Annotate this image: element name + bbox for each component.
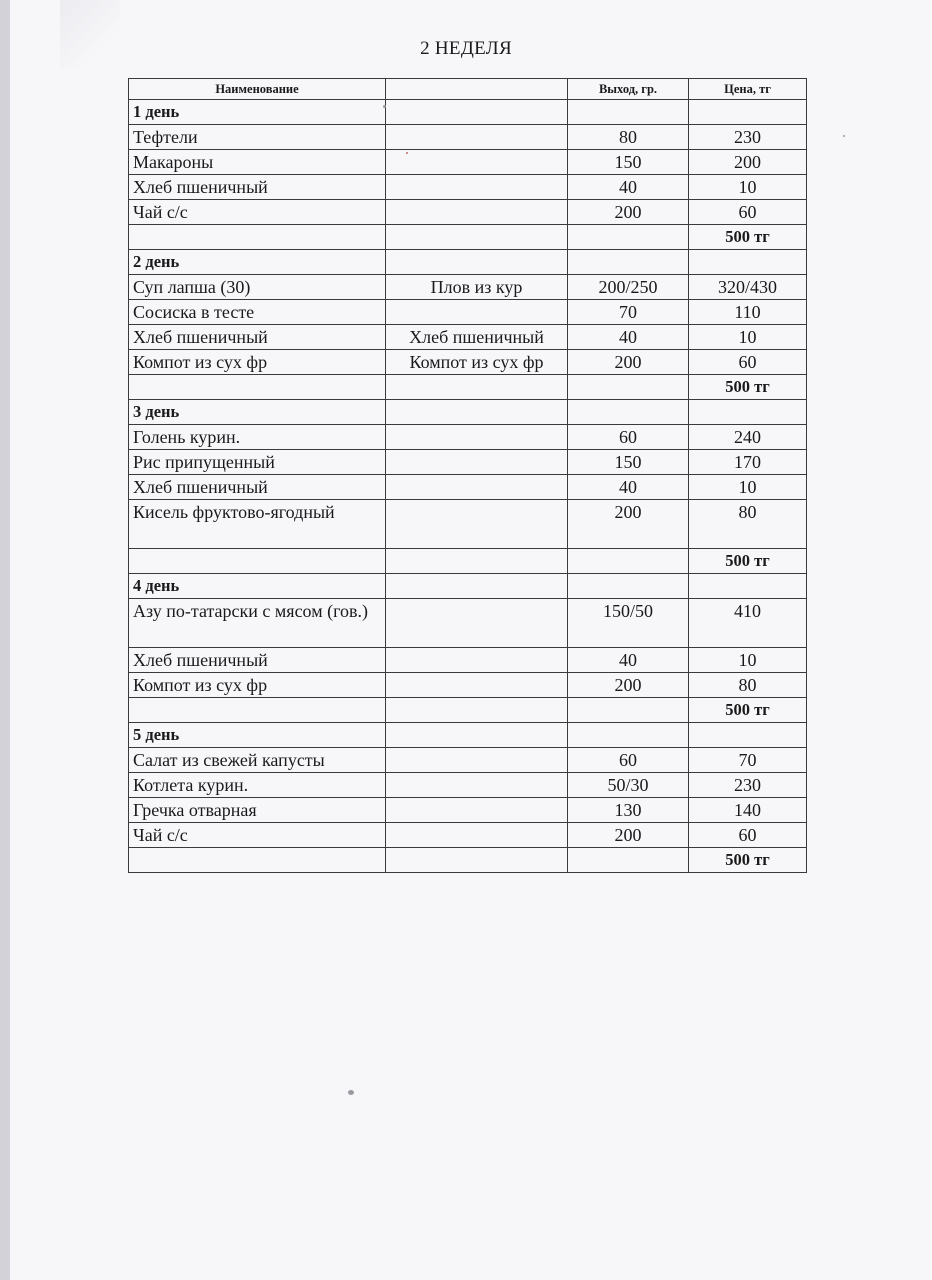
cell-alt [386,175,568,200]
cell-yield [568,698,689,723]
cell-yield: 60 [568,425,689,450]
cell-yield: 50/30 [568,773,689,798]
cell-alt [386,773,568,798]
cell-price: 140 [689,798,807,823]
cell-yield [568,375,689,400]
cell-price: 230 [689,773,807,798]
scan-speck [383,105,386,108]
header-alt [386,79,568,100]
cell-alt [386,748,568,773]
cell-price: 410 [689,599,807,648]
cell-alt [386,300,568,325]
table-row [129,300,807,325]
table-row [129,200,807,225]
cell-yield: 200 [568,350,689,375]
cell-alt [386,723,568,748]
cell-name: Хлеб пшеничный [129,325,386,350]
cell-alt [386,574,568,599]
header-name: Наименование [129,79,386,100]
cell-alt [386,848,568,873]
cell-price: 170 [689,450,807,475]
cell-name: Хлеб пшеничный [129,475,386,500]
cell-name [129,549,386,574]
cell-alt [386,673,568,698]
total-row [129,375,807,400]
cell-alt [386,200,568,225]
table-row [129,773,807,798]
cell-name [129,225,386,250]
cell-yield: 70 [568,300,689,325]
cell-yield: 200 [568,200,689,225]
cell-name [129,698,386,723]
cell-yield: 150/50 [568,599,689,648]
cell-alt [386,798,568,823]
cell-price: 320/430 [689,275,807,300]
table-row [129,599,807,648]
table-row [129,325,807,350]
cell-yield: 80 [568,125,689,150]
cell-alt [386,500,568,549]
cell-name: 2 день [129,250,386,275]
day-header-row [129,100,807,125]
cell-price: 110 [689,300,807,325]
cell-alt [386,150,568,175]
table-row [129,475,807,500]
cell-yield: 150 [568,450,689,475]
cell-yield [568,225,689,250]
cell-price: 80 [689,500,807,549]
cell-name: Котлета курин. [129,773,386,798]
table-row [129,823,807,848]
cell-name: Сосиска в тесте [129,300,386,325]
cell-total-price: 500 тг [689,698,807,723]
total-row [129,225,807,250]
cell-alt [386,425,568,450]
cell-yield: 200 [568,673,689,698]
cell-yield [568,723,689,748]
table-row [129,673,807,698]
cell-yield [568,574,689,599]
table-row [129,748,807,773]
cell-yield [568,250,689,275]
cell-name: Кисель фруктово-ягодный [129,500,386,549]
cell-alt [386,400,568,425]
cell-name: 1 день [129,100,386,125]
cell-yield: 40 [568,325,689,350]
cell-alt [386,475,568,500]
table-row [129,125,807,150]
cell-yield: 150 [568,150,689,175]
cell-name [129,375,386,400]
cell-name: Голень курин. [129,425,386,450]
cell-price [689,400,807,425]
header-yield: Выход, гр. [568,79,689,100]
menu-table [128,78,807,873]
table-row [129,798,807,823]
cell-name: Рис припущенный [129,450,386,475]
scan-speck [843,135,845,137]
menu-table-body [129,100,807,873]
cell-alt [386,549,568,574]
table-row [129,150,807,175]
cell-yield: 60 [568,748,689,773]
cell-name: 4 день [129,574,386,599]
cell-name: Чай с/с [129,200,386,225]
day-header-row [129,250,807,275]
cell-price: 10 [689,325,807,350]
cell-yield [568,549,689,574]
cell-alt [386,225,568,250]
cell-yield: 40 [568,648,689,673]
cell-total-price: 500 тг [689,375,807,400]
cell-name: Тефтели [129,125,386,150]
cell-yield: 40 [568,175,689,200]
cell-name: Гречка отварная [129,798,386,823]
cell-alt [386,250,568,275]
cell-name: 5 день [129,723,386,748]
table-row [129,350,807,375]
cell-price: 10 [689,475,807,500]
day-header-row [129,574,807,599]
cell-name: Компот из сух фр [129,673,386,698]
cell-alt: Компот из сух фр [386,350,568,375]
cell-name: Компот из сух фр [129,350,386,375]
cell-price [689,723,807,748]
table-row [129,500,807,549]
cell-alt [386,125,568,150]
cell-alt [386,823,568,848]
table-row [129,450,807,475]
cell-name: Хлеб пшеничный [129,175,386,200]
cell-name: Суп лапша (30) [129,275,386,300]
day-header-row [129,723,807,748]
cell-name: Хлеб пшеничный [129,648,386,673]
cell-yield: 40 [568,475,689,500]
total-row [129,698,807,723]
total-row [129,549,807,574]
total-row [129,848,807,873]
cell-name: Азу по-татарски с мясом (гов.) [129,599,386,648]
table-row [129,648,807,673]
table-header-row [129,79,807,100]
cell-yield: 130 [568,798,689,823]
cell-price: 230 [689,125,807,150]
cell-alt [386,375,568,400]
cell-price: 10 [689,648,807,673]
cell-total-price: 500 тг [689,549,807,574]
scan-speck [406,152,408,154]
cell-yield [568,400,689,425]
scan-edge [0,0,10,1280]
cell-price: 60 [689,823,807,848]
table-row [129,175,807,200]
cell-name: Макароны [129,150,386,175]
cell-price: 60 [689,350,807,375]
cell-yield [568,100,689,125]
scan-speck [348,1090,354,1095]
cell-total-price: 500 тг [689,225,807,250]
cell-alt [386,698,568,723]
cell-price: 200 [689,150,807,175]
cell-alt [386,599,568,648]
table-row [129,275,807,300]
cell-yield: 200/250 [568,275,689,300]
cell-name: 3 день [129,400,386,425]
cell-price: 10 [689,175,807,200]
cell-price: 240 [689,425,807,450]
cell-price: 80 [689,673,807,698]
cell-price: 60 [689,200,807,225]
cell-alt [386,450,568,475]
cell-alt: Хлеб пшеничный [386,325,568,350]
cell-yield: 200 [568,823,689,848]
cell-yield [568,848,689,873]
day-header-row [129,400,807,425]
cell-name: Чай с/с [129,823,386,848]
table-row [129,425,807,450]
cell-total-price: 500 тг [689,848,807,873]
cell-yield: 200 [568,500,689,549]
page-title: 2 НЕДЕЛЯ [420,38,512,59]
cell-alt: Плов из кур [386,275,568,300]
cell-price [689,100,807,125]
header-price: Цена, тг [689,79,807,100]
cell-alt [386,648,568,673]
cell-name [129,848,386,873]
cell-price: 70 [689,748,807,773]
cell-price [689,574,807,599]
cell-price [689,250,807,275]
cell-alt [386,100,568,125]
cell-name: Салат из свежей капусты [129,748,386,773]
